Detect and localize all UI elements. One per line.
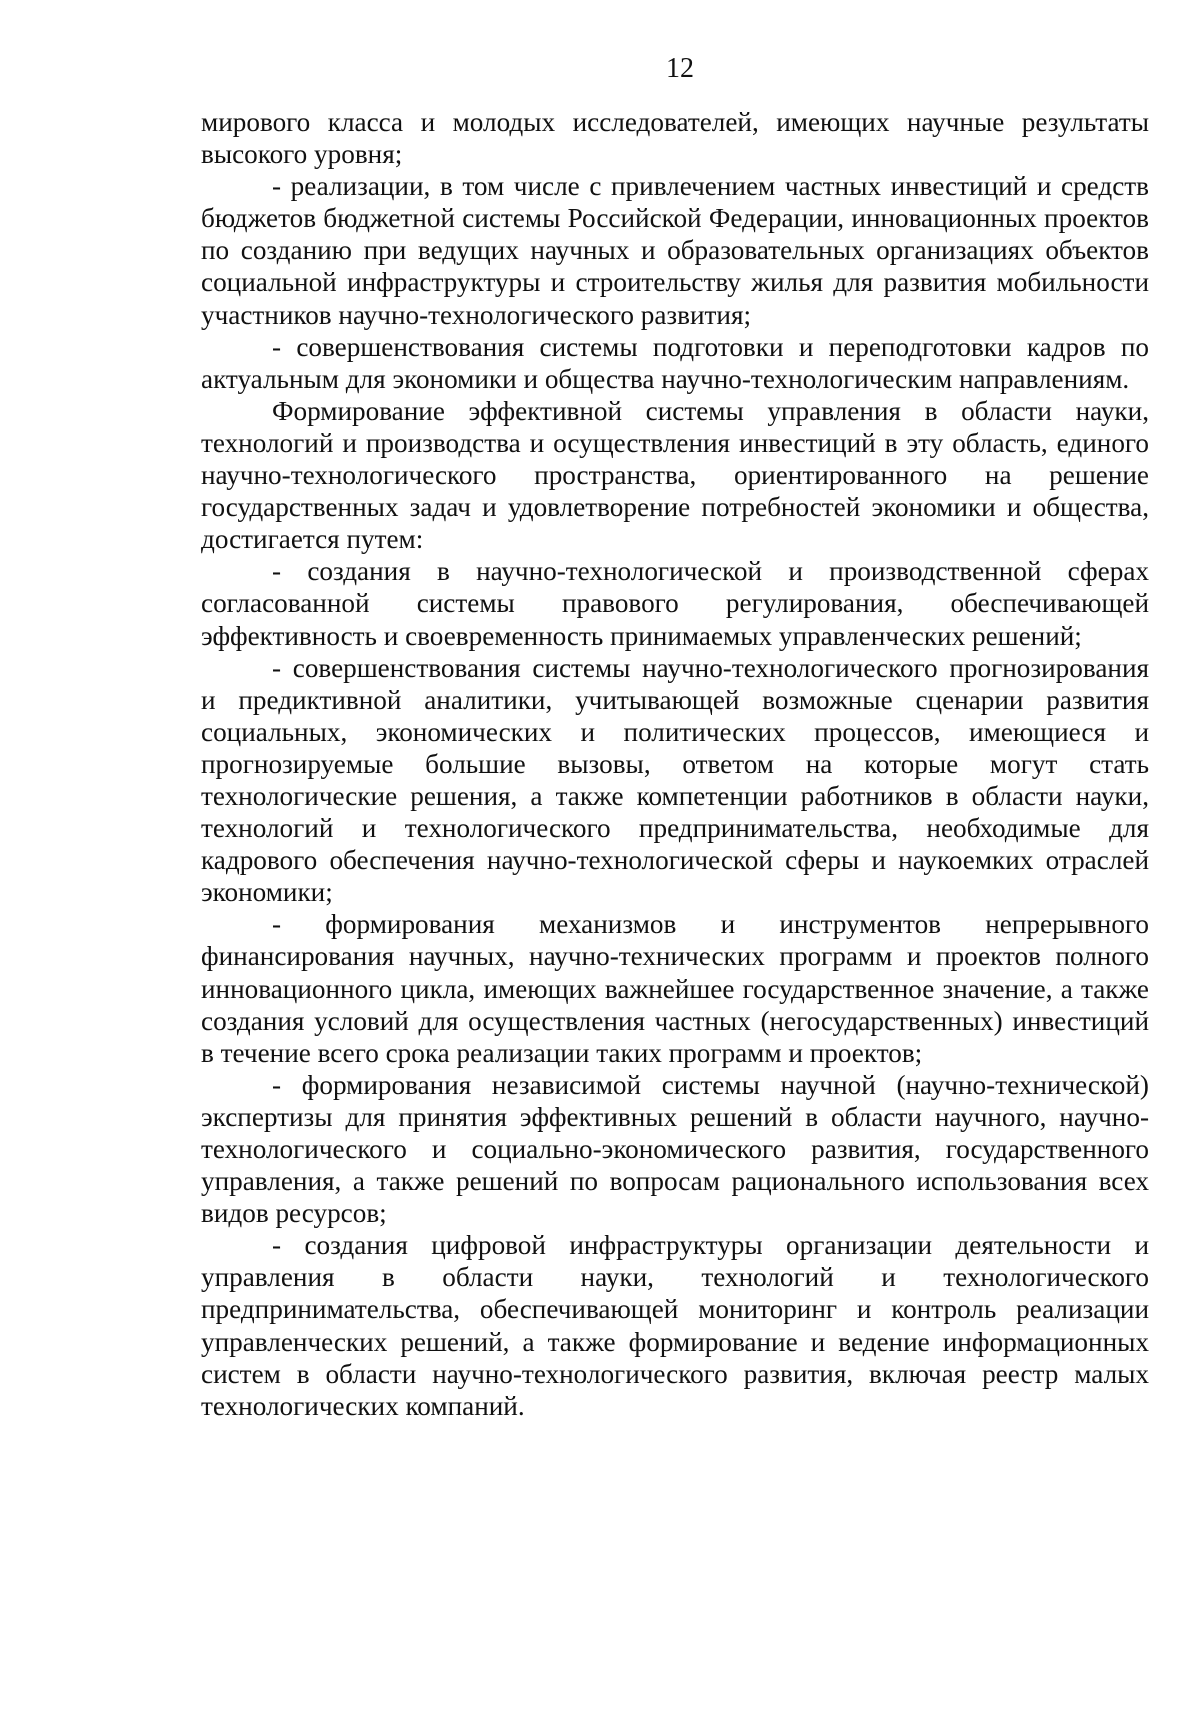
paragraph-4: Формирование эффективной системы управления в области науки, технологий и производства и осуществления инвестиций в эту область, единого научно-технологического пространства, ориентированного на решение государственных задач и удовлетворение потребностей экономики и общества, достигается путем: bbox=[201, 395, 1149, 555]
paragraph-2: - реализации, в том числе с привлечением частных инвестиций и средств бюджетов бюджетной системы Российской Федерации, инновационных проектов по созданию при ведущих научных и образовательных организациях объектов социальной инфраструктуры и строительству жилья для развития мобильности участников научно-технологического развития; bbox=[201, 171, 1149, 330]
paragraph-1: мирового класса и молодых исследователей, имеющих научные результаты высокого уровня; bbox=[201, 107, 1149, 170]
document-body bbox=[201, 106, 1149, 1422]
paragraph-7: - формирования механизмов и инструментов непрерывного финансирования научных, научно-технических программ и проектов полного инновационного цикла, имеющих важнейшее государственное значение, а также создания условий для осуществления частных (негосударственных) инвестиций в течение всего срока реализации таких программ и проектов; bbox=[201, 909, 1149, 1068]
paragraph-9: - создания цифровой инфраструктуры организации деятельности и управления в области науки, технологий и технологического предпринимательства, обеспечивающей мониторинг и контроль реализации управленческих решений, а также формирование и ведение информационных систем в области научно-технологического развития, включая реестр малых технологических компаний. bbox=[201, 1230, 1149, 1421]
paragraph-6: - совершенствования системы научно-технологического прогнозирования и предиктивной аналитики, учитывающей возможные сценарии развития социальных, экономических и политических процессов, имеющиеся и прогнозируемые большие вызовы, ответом на которые могут стать технологические решения, а также компетенции работников в области науки, технологий и технологического предпринимательства, необходимые для кадрового обеспечения научно-технологической сферы и наукоемких отраслей экономики; bbox=[201, 652, 1149, 908]
paragraph-3: - совершенствования системы подготовки и переподготовки кадров по актуальным для экономики и общества научно-технологическим направлениям. bbox=[201, 331, 1149, 394]
page-number: 12 bbox=[666, 53, 694, 84]
paragraph-8: - формирования независимой системы научной (научно-технической) экспертизы для принятия эффективных решений в области научного, научно-технологического и социально-экономического развития, государственного управления, а также решений по вопросам рационального использования всех видов ресурсов; bbox=[201, 1069, 1149, 1229]
paragraph-5: - создания в научно-технологической и производственной сферах согласованной системы правового регулирования, обеспечивающей эффективность и своевременность принимаемых управленческих решений; bbox=[201, 556, 1149, 651]
